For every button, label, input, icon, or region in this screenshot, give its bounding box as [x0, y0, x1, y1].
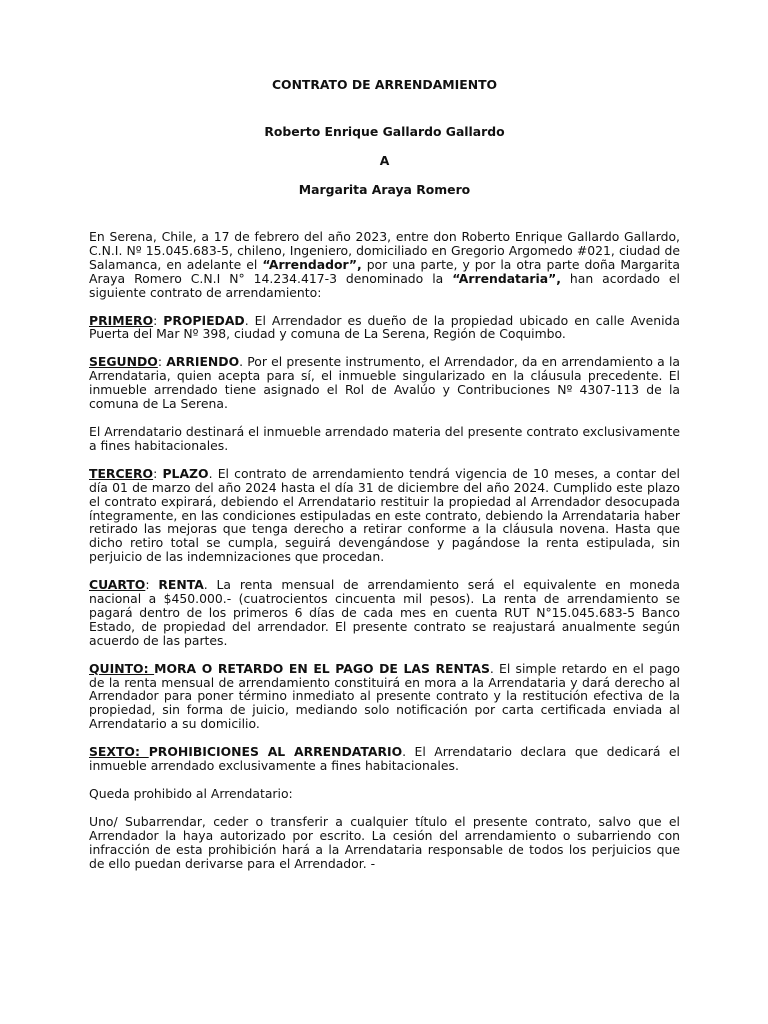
- clause-primero: [89, 314, 680, 342]
- arrendador-term: “Arrendador”,: [262, 256, 362, 272]
- clause-segundo: [89, 355, 680, 411]
- clause-quinto: [89, 662, 680, 732]
- contract-body: [89, 230, 680, 871]
- clause-cuarto: [89, 578, 680, 648]
- party-connector: A: [379, 153, 390, 168]
- clause-text: . Por el presente instrumento, el Arrendador, da en arrendamiento a la Arrendataria, quien acepta para sí, el inmueble singularizado en la cláusula precedente. El inmueble arrendado tiene asignado el Rol de Avalúo y Contribuciones Nº 4307-113 de la comuna de La Serena.: [89, 354, 680, 412]
- clause-heading: RENTA: [158, 577, 204, 593]
- plain-paragraph: Queda prohibido al Arrendatario:: [89, 786, 293, 801]
- clause-heading: ARRIENDO: [166, 354, 240, 370]
- clause-number: CUARTO: [89, 577, 146, 593]
- clause-sexto: [89, 745, 680, 773]
- plain-paragraph: El Arrendatario destinará el inmueble arrendado materia del presente contrato exclusivamente a fines habitacionales.: [89, 423, 680, 453]
- clause-separator: :: [153, 465, 163, 481]
- clause-separator: :: [134, 744, 149, 760]
- clause-heading: PROHIBICIONES AL ARRENDATARIO: [148, 744, 403, 760]
- party-one-name: Roberto Enrique Gallardo Gallardo: [264, 124, 505, 139]
- clause-separator: :: [143, 660, 155, 676]
- clause-text: . La renta mensual de arrendamiento será el equivalente en moneda nacional a $450.000.- (cuatrocientos cincuenta mil pesos). La renta de arrendamiento se pagará dentro de los primeros 6 días de cada mes en cuenta RUT N°15.045.683-5 Banco Estado, de propiedad del arrendador. El presente contrato se reajustará anualmente según acuerdo de las partes.: [89, 577, 680, 648]
- clause-number: PRIMERO: [89, 312, 154, 328]
- clause-text: . El Arrendador es dueño de la propiedad ubicado en calle Avenida Puerta del Mar Nº 398, ciudad y comuna de La Serena, Región de Coquimbo.: [89, 312, 680, 342]
- clause-number: SEXTO: [89, 744, 135, 760]
- party-two-name: Margarita Araya Romero: [298, 182, 471, 197]
- clause-number: TERCERO: [89, 465, 154, 481]
- clause-text: . El Arrendatario declara que dedicará el inmueble arrendado exclusivamente a fines habitacionales.: [89, 744, 680, 774]
- clause-number: SEGUNDO: [89, 354, 158, 370]
- clause-text: . El contrato de arrendamiento tendrá vigencia de 10 meses, a contar del día 01 de marzo del año 2024 hasta el día 31 de diciembre del año 2024. Cumplido este plazo el contrato expirará, debiendo el Arrendatario restituir la propiedad al Arrendador desocupada íntegramente, en las condiciones estipuladas en este contrato, debiendo la Arrendataria haber retirado las mejoras que tenga derecho a retirar conforme a la cláusula novena. Hasta que dicho retiro total se cumpla, seguirá devengándose y pagándose la renta estipulada, sin perjuicio de las indemnizaciones que procedan.: [89, 465, 680, 565]
- intro-text: por una parte, y por la otra parte doña Margarita Araya Romero C.N.I N° 14.234.417-3 denominado la: [89, 256, 680, 286]
- intro-paragraph: [89, 230, 680, 300]
- clause-text: . El simple retardo en el pago de la renta mensual de arrendamiento constituirá en mora a la Arrendataria y dará derecho al Arrendador para poner término inmediato al presente contrato y la restitución efectiva de la propiedad, sin forma de juicio, mediando solo notificación por carta certificada enviada al Arrendatario a su domicilio.: [89, 660, 680, 732]
- plain-paragraph: Uno/ Subarrendar, ceder o transferir a cualquier título el presente contrato, salvo que el Arrendador la haya autorizado por escrito. La cesión del arrendamiento o subarriendo con infracción de esta prohibición hará a la Arrendataria responsable de todos los perjuicios que de ello puedan derivarse para el Arrendador. -: [89, 813, 680, 871]
- intro-text: En Serena, Chile, a 17 de febrero del año 2023, entre don Roberto Enrique Gallardo Gallardo, C.N.I. Nº 15.045.683-5, chileno, Ingeniero, domiciliado en Gregorio Argomedo #021, ciudad de Salamanca, en adelante el: [89, 229, 680, 272]
- clause-separator: :: [157, 354, 167, 370]
- arrendataria-term: “Arrendataria”,: [452, 270, 561, 286]
- clause-tercero: [89, 467, 680, 564]
- intro-text: han acordado el siguiente contrato de arrendamiento:: [89, 270, 680, 300]
- clause-number: QUINTO: [89, 660, 144, 676]
- document-title: CONTRATO DE ARRENDAMIENTO: [271, 77, 498, 92]
- clause-separator: :: [145, 577, 159, 593]
- clause-heading: PLAZO: [162, 465, 209, 481]
- clause-heading: PROPIEDAD: [163, 312, 245, 328]
- clause-separator: :: [153, 312, 164, 328]
- clause-heading: MORA O RETARDO EN EL PAGO DE LAS RENTAS: [154, 660, 490, 676]
